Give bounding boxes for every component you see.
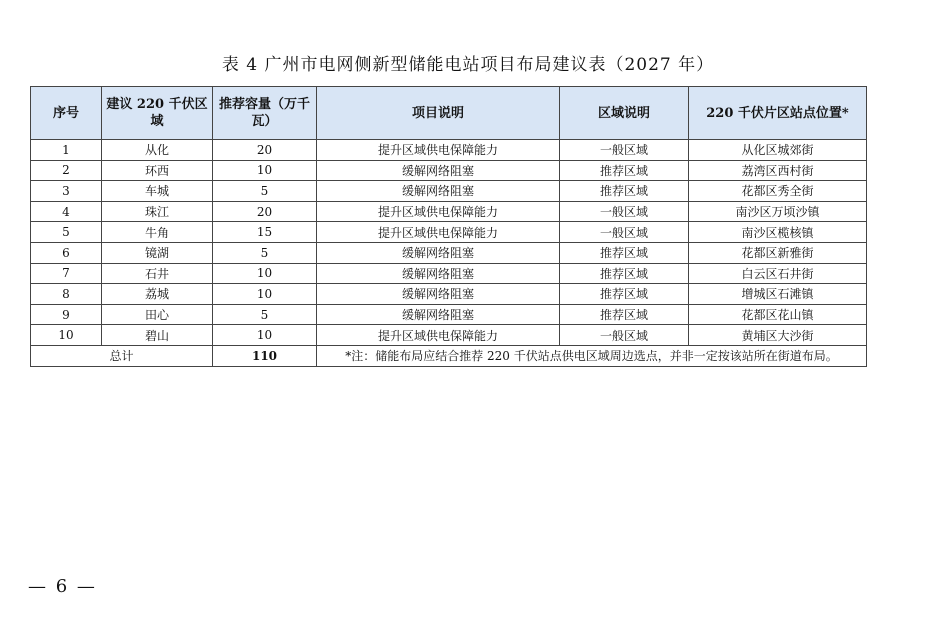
cell-index: 7 [31,263,102,284]
table-row [31,284,867,305]
table-row [31,140,867,161]
cell-area: 碧山 [102,325,213,346]
table-title: 表 4 广州市电网侧新型储能电站项目布局建议表（2027 年） [221,55,715,75]
table-row [31,201,867,222]
cell-region-type: 推荐区域 [560,181,689,202]
cell-region-type: 一般区域 [560,325,689,346]
table-row [31,222,867,243]
cell-region-type: 推荐区域 [560,284,689,305]
cell-description: 缓解网络阻塞 [317,284,560,305]
cell-location: 增城区石滩镇 [689,284,867,305]
cell-capacity: 10 [213,160,317,181]
cell-region-type: 推荐区域 [560,263,689,284]
cell-region-type: 推荐区域 [560,304,689,325]
cell-area: 环西 [102,160,213,181]
cell-index: 3 [31,181,102,202]
cell-capacity: 20 [213,201,317,222]
cell-location: 荔湾区西村街 [689,160,867,181]
table-row [31,160,867,181]
cell-capacity: 10 [213,284,317,305]
cell-area: 珠江 [102,201,213,222]
cell-capacity: 5 [213,181,317,202]
cell-area: 荔城 [102,284,213,305]
header-cell-region-type: 区域说明 [560,87,689,140]
cell-location: 南沙区万顷沙镇 [689,201,867,222]
cell-area: 从化 [102,140,213,161]
cell-region-type: 一般区域 [560,140,689,161]
cell-location: 南沙区榄核镇 [689,222,867,243]
header-cell-index: 序号 [31,87,102,140]
cell-region-type: 一般区域 [560,222,689,243]
cell-index: 2 [31,160,102,181]
total-label: 总计 [31,345,213,366]
cell-capacity: 5 [213,242,317,263]
cell-description: 提升区域供电保障能力 [317,140,560,161]
cell-description: 缓解网络阻塞 [317,160,560,181]
table-row [31,263,867,284]
table-row [31,242,867,263]
cell-capacity: 10 [213,263,317,284]
cell-description: 缓解网络阻塞 [317,242,560,263]
cell-location: 花都区新雅街 [689,242,867,263]
cell-capacity: 15 [213,222,317,243]
total-value: 110 [213,345,317,366]
header-row [31,87,867,140]
cell-region-type: 推荐区域 [560,242,689,263]
cell-area: 镜湖 [102,242,213,263]
cell-capacity: 10 [213,325,317,346]
cell-index: 5 [31,222,102,243]
cell-index: 8 [31,284,102,305]
cell-location: 花都区秀全街 [689,181,867,202]
cell-area: 田心 [102,304,213,325]
table-header [31,87,867,140]
table-row [31,181,867,202]
cell-location: 黄埔区大沙街 [689,325,867,346]
table-row [31,304,867,325]
table-row [31,325,867,346]
page-number: — 6 — [28,576,97,597]
cell-location: 白云区石井街 [689,263,867,284]
cell-index: 1 [31,140,102,161]
cell-area: 石井 [102,263,213,284]
cell-index: 6 [31,242,102,263]
total-row [31,345,867,366]
cell-capacity: 5 [213,304,317,325]
cell-index: 4 [31,201,102,222]
header-cell-capacity: 推荐容量（万千瓦） [213,87,317,140]
cell-area: 牛角 [102,222,213,243]
cell-capacity: 20 [213,140,317,161]
cell-description: 提升区域供电保障能力 [317,222,560,243]
table-footnote: *注：储能布局应结合推荐 220 千伏站点供电区域周边选点，并非一定按该站所在街道布局。 [317,345,867,366]
storage-layout-table [30,86,867,367]
cell-description: 缓解网络阻塞 [317,263,560,284]
cell-region-type: 推荐区域 [560,160,689,181]
cell-description: 提升区域供电保障能力 [317,201,560,222]
header-cell-description: 项目说明 [317,87,560,140]
cell-description: 缓解网络阻塞 [317,304,560,325]
cell-index: 9 [31,304,102,325]
cell-location: 从化区城郊街 [689,140,867,161]
cell-index: 10 [31,325,102,346]
header-cell-area: 建议 220 千伏区域 [102,87,213,140]
cell-area: 车城 [102,181,213,202]
cell-region-type: 一般区域 [560,201,689,222]
cell-description: 缓解网络阻塞 [317,181,560,202]
cell-description: 提升区域供电保障能力 [317,325,560,346]
table-body [31,140,867,367]
header-cell-location: 220 千伏片区站点位置* [689,87,867,140]
cell-location: 花都区花山镇 [689,304,867,325]
